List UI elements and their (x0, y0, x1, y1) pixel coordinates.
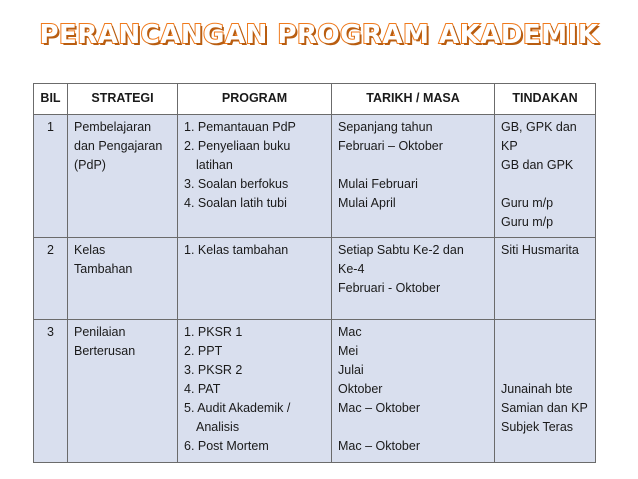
cell-bil: 1 (34, 115, 68, 238)
cell-line: Mac (338, 325, 362, 339)
cell-line: (PdP) (74, 158, 106, 172)
header-strategi: STRATEGI (68, 84, 178, 115)
cell-tindakan (495, 320, 596, 463)
cell-program (178, 115, 332, 238)
cell-line: Samian dan KP (501, 401, 588, 415)
cell-program (178, 320, 332, 463)
cell-line: KP (501, 139, 518, 153)
cell-strategi (68, 238, 178, 320)
cell-line: 3. Soalan berfokus (184, 177, 289, 191)
header-tindakan: TINDAKAN (495, 84, 596, 115)
cell-line: GB dan GPK (501, 158, 574, 172)
cell-line-blank (501, 361, 589, 380)
table-row (34, 320, 596, 463)
cell-line: Subjek Teras (501, 420, 574, 434)
cell-line: Mac – Oktober (338, 439, 420, 453)
cell-line: Penilaian (74, 325, 126, 339)
cell-line: Mulai April (338, 196, 396, 210)
cell-line: Julai (338, 363, 364, 377)
cell-line-blank (338, 156, 488, 175)
cell-line: latihan (196, 158, 233, 172)
cell-tindakan (495, 115, 596, 238)
cell-line: Februari - Oktober (338, 281, 441, 295)
cell-strategi (68, 115, 178, 238)
cell-line: Pembelajaran (74, 120, 152, 134)
page-title: PERANCANGAN PROGRAM AKADEMIK (39, 20, 599, 50)
table-row (34, 115, 596, 238)
cell-tarikh (332, 320, 495, 463)
cell-line: GB, GPK dan (501, 120, 577, 134)
cell-line: 2. PPT (184, 344, 223, 358)
header-program: PROGRAM (178, 84, 332, 115)
cell-program (178, 238, 332, 320)
cell-line: 6. Post Mortem (184, 439, 269, 453)
cell-line: Guru m/p (501, 196, 554, 210)
cell-line-blank (501, 342, 589, 361)
cell-line-blank (338, 418, 488, 437)
cell-tarikh (332, 238, 495, 320)
cell-tarikh (332, 115, 495, 238)
cell-line: Junainah bte (501, 382, 573, 396)
cell-line: Kelas (74, 243, 106, 257)
cell-line-blank (501, 323, 589, 342)
cell-line: 1. Pemantauan PdP (184, 120, 296, 134)
cell-line: Mei (338, 344, 359, 358)
cell-line: Mac – Oktober (338, 401, 420, 415)
table-row (34, 238, 596, 320)
cell-line: Februari – Oktober (338, 139, 443, 153)
cell-line: 2. Penyeliaan buku (184, 139, 291, 153)
cell-bil: 3 (34, 320, 68, 463)
cell-line: Guru m/p (501, 215, 554, 229)
cell-line: Setiap Sabtu Ke-2 dan (338, 243, 464, 257)
cell-tindakan (495, 238, 596, 320)
cell-line: 1. PKSR 1 (184, 325, 243, 339)
header-bil: BIL (34, 84, 68, 115)
cell-line: Sepanjang tahun (338, 120, 433, 134)
cell-line: 1. Kelas tambahan (184, 243, 289, 257)
cell-line: Ke-4 (338, 262, 365, 276)
cell-line: 3. PKSR 2 (184, 363, 243, 377)
cell-line: dan Pengajaran (74, 139, 163, 153)
cell-line: Mulai Februari (338, 177, 418, 191)
cell-line: Siti Husmarita (501, 243, 579, 257)
cell-line: 5. Audit Akademik / (184, 401, 291, 415)
table-header-row (34, 84, 596, 115)
cell-line: 4. Soalan latih tubi (184, 196, 287, 210)
cell-line-blank (501, 175, 589, 194)
cell-line: Tambahan (74, 262, 133, 276)
cell-line: 4. PAT (184, 382, 221, 396)
cell-line: Berterusan (74, 344, 136, 358)
header-tarikh: TARIKH / MASA (332, 84, 495, 115)
cell-strategi (68, 320, 178, 463)
cell-line: Oktober (338, 382, 383, 396)
program-table (33, 83, 596, 463)
cell-bil: 2 (34, 238, 68, 320)
cell-line: Analisis (196, 420, 240, 434)
